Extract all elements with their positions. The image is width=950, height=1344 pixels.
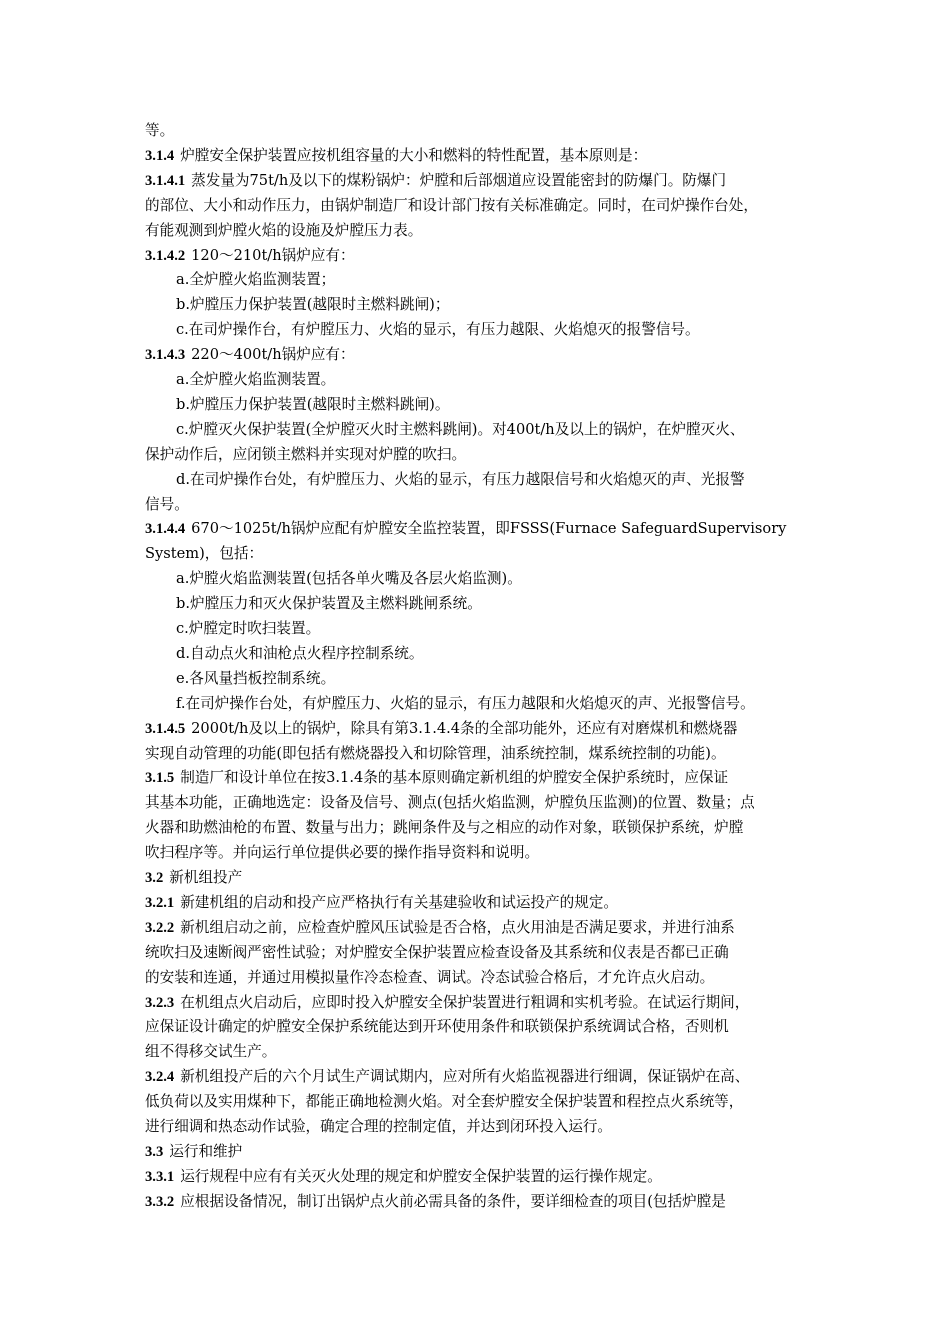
- text-line: [145, 793, 755, 813]
- clause-text: a.全炉膛火焰监测装置。: [176, 371, 336, 388]
- text-line: [145, 1142, 242, 1162]
- text-line: [145, 345, 355, 365]
- text-line: [145, 1092, 743, 1112]
- clause-text: e.各风量挡板控制系统。: [176, 669, 336, 687]
- clause-number: 3.3.1: [145, 1168, 175, 1185]
- clause-text: c.炉膛定时吹扫装置。: [176, 620, 321, 637]
- text-line: [176, 420, 744, 440]
- clause-text: 2000t/h及以上的锅炉，除具有第3.1.4.4条的全部功能外，还应有对磨煤机和燃烧器: [191, 719, 738, 737]
- clause-text: c.炉膛灭火保护装置(全炉膛灭火时主燃料跳闸)。对400t/h及以上的锅炉，在炉膛灭火、: [176, 420, 745, 438]
- clause-text: 在机组点火启动后，应即时投入炉膛安全保护装置进行粗调和实机考验。在试运行期间，: [180, 993, 750, 1011]
- clause-text: 运行和维护: [169, 1142, 243, 1160]
- clause-text: 运行规程中应有有关灭火处理的规定和炉膛安全保护装置的运行操作规定。: [180, 1167, 662, 1185]
- clause-text: 等。: [145, 122, 175, 139]
- text-line: [145, 495, 189, 515]
- clause-number: 3.2.1: [145, 894, 175, 911]
- text-line: [145, 121, 174, 141]
- clause-text: 应保证设计确定的炉膛安全保护系统能达到开环使用条件和联锁保护系统调试合格，否则机: [145, 1018, 729, 1036]
- clause-text: b.炉膛压力保护装置(越限时主燃料跳闸)。: [176, 395, 450, 413]
- clause-number: 3.3.2: [145, 1193, 175, 1210]
- text-line: [145, 1067, 749, 1087]
- clause-text: 实现自动管理的功能(即包括有燃烧器投入和切除管理，油系统控制，煤系统控制的功能)。: [145, 744, 726, 762]
- text-line: [176, 694, 755, 714]
- text-line: [176, 270, 335, 290]
- clause-number: 3.3: [145, 1143, 164, 1160]
- text-line: [176, 470, 745, 490]
- clause-text: 有能观测到炉膛火焰的设施及炉膛压力表。: [145, 221, 423, 239]
- clause-number: 3.2.2: [145, 919, 175, 936]
- text-line: [145, 544, 263, 564]
- clause-number: 3.1.4.3: [145, 347, 186, 364]
- clause-number: 3.1.4: [145, 147, 175, 164]
- text-line: [145, 1117, 612, 1137]
- clause-text: 组不得移交试生产。: [145, 1043, 277, 1061]
- clause-number: 3.2.3: [145, 994, 175, 1011]
- clause-text: 火器和助燃油枪的布置、数量与出力；跳闸条件及与之相应的动作对象，联锁保护系统，炉膛: [145, 819, 744, 837]
- clause-text: c.在司炉操作台，有炉膛压力、火焰的显示，有压力越限、火焰熄灭的报警信号。: [176, 321, 700, 339]
- text-line: [145, 918, 735, 938]
- clause-text: b.炉膛压力和灭火保护装置及主燃料跳闸系统。: [176, 595, 482, 613]
- text-line: [145, 893, 618, 913]
- clause-text: 新机组投产后的六个月试生产调试期内，应对所有火焰监视器进行细调，保证锅炉在高、: [180, 1068, 750, 1086]
- clause-text: f.在司炉操作台处，有炉膛压力、火焰的显示，有压力越限和火焰熄灭的声、光报警信号。: [176, 694, 755, 712]
- clause-text: 低负荷以及实用煤种下，都能正确地检测火焰。对全套炉膛安全保护装置和程控点火系统等，: [145, 1093, 744, 1111]
- text-line: [145, 246, 355, 266]
- clause-text: d.在司炉操作台处，有炉膛压力、火焰的显示，有压力越限信号和火焰熄灭的声、光报警: [176, 470, 745, 488]
- clause-text: b.炉膛压力保护装置(越限时主燃料跳闸)；: [176, 296, 450, 314]
- clause-number: 3.1.4.2: [145, 247, 186, 264]
- clause-text: 新机组启动之前，应检查炉膛风压试验是否合格，点火用油是否满足要求，并进行油系: [180, 918, 735, 936]
- text-line: [145, 1017, 729, 1037]
- clause-number: 3.1.4.4: [145, 521, 186, 538]
- text-line: [145, 519, 786, 539]
- clause-text: 统吹扫及速断阀严密性试验；对炉膛安全保护装置应检查设备及其系统和仪表是否都已正确: [145, 943, 729, 961]
- clause-text: 炉膛安全保护装置应按机组容量的大小和燃料的特性配置，基本原则是：: [180, 146, 648, 164]
- text-line: [145, 221, 422, 241]
- text-line: [145, 1167, 662, 1187]
- clause-text: 保护动作后，应闭锁主燃料并实现对炉膛的吹扫。: [145, 445, 467, 463]
- text-line: [145, 868, 242, 888]
- clause-number: 3.2.4: [145, 1069, 175, 1086]
- text-line: [145, 818, 743, 838]
- clause-text: a.炉膛火焰监测装置(包括各单火嘴及各层火焰监测)。: [176, 570, 522, 588]
- text-line: [145, 993, 749, 1013]
- text-line: [145, 768, 728, 788]
- clause-text: 信号。: [145, 495, 189, 513]
- clause-text: 吹扫程序等。并向运行单位提供必要的操作指导资料和说明。: [145, 844, 540, 862]
- clause-number: 3.1.4.5: [145, 720, 186, 737]
- clause-text: d.自动点火和油枪点火程序控制系统。: [176, 644, 424, 662]
- text-line: [176, 569, 522, 589]
- text-line: [145, 744, 726, 764]
- text-line: [145, 1192, 726, 1212]
- text-line: [145, 146, 647, 166]
- text-line: [145, 445, 466, 465]
- text-line: [145, 1042, 276, 1062]
- clause-text: 新机组投产: [169, 869, 243, 886]
- clause-number: 3.1.5: [145, 770, 175, 787]
- text-line: [176, 619, 320, 639]
- clause-text: 制造厂和设计单位在按3.1.4条的基本原则确定新机组的炉膛安全保护系统时，应保证: [180, 769, 729, 787]
- text-line: [176, 594, 482, 614]
- clause-text: 进行细调和热态动作试验，确定合理的控制定值，并达到闭环投入运行。: [145, 1118, 613, 1135]
- text-line: [176, 320, 700, 340]
- text-line: [176, 644, 423, 664]
- text-line: [145, 196, 758, 216]
- text-line: [145, 719, 737, 739]
- text-line: [145, 968, 714, 988]
- text-line: [145, 843, 539, 863]
- clause-text: 新建机组的启动和投产应严格执行有关基建验收和试运投产的规定。: [180, 893, 619, 911]
- text-line: [176, 669, 335, 689]
- clause-number: 3.1.4.1: [145, 172, 186, 189]
- clause-text: System)，包括：: [145, 545, 264, 563]
- text-line: [176, 370, 335, 390]
- clause-text: a.全炉膛火焰监测装置；: [176, 271, 336, 289]
- clause-text: 的部位、大小和动作压力，由锅炉制造厂和设计部门按有关标准确定。同时，在司炉操作台处，: [145, 196, 758, 214]
- clause-text: 其基本功能，正确地选定：设备及信号、测点(包括火焰监测，炉膛负压监测)的位置、数量；点: [145, 794, 755, 812]
- clause-text: 蒸发量为75t/h及以下的煤粉锅炉：炉膛和后部烟道应设置能密封的防爆门。防爆门: [191, 171, 727, 189]
- text-line: [145, 171, 726, 191]
- text-line: [176, 395, 449, 415]
- clause-text: 应根据设备情况，制订出锅炉点火前必需具备的条件，要详细检查的项目(包括炉膛是: [180, 1192, 726, 1210]
- clause-text: 220～400t/h锅炉应有：: [191, 346, 355, 364]
- clause-number: 3.2: [145, 870, 164, 886]
- text-line: [176, 295, 449, 315]
- clause-text: 120～210t/h锅炉应有：: [191, 246, 355, 264]
- clause-text: 670～1025t/h锅炉应配有炉膛安全监控装置，即FSSS(Furnace SafeguardSupervisory: [191, 520, 787, 538]
- clause-text: 的安装和连通，并通过用模拟量作冷态检查、调试。冷态试验合格后，才允许点火启动。: [145, 968, 715, 986]
- text-line: [145, 943, 729, 963]
